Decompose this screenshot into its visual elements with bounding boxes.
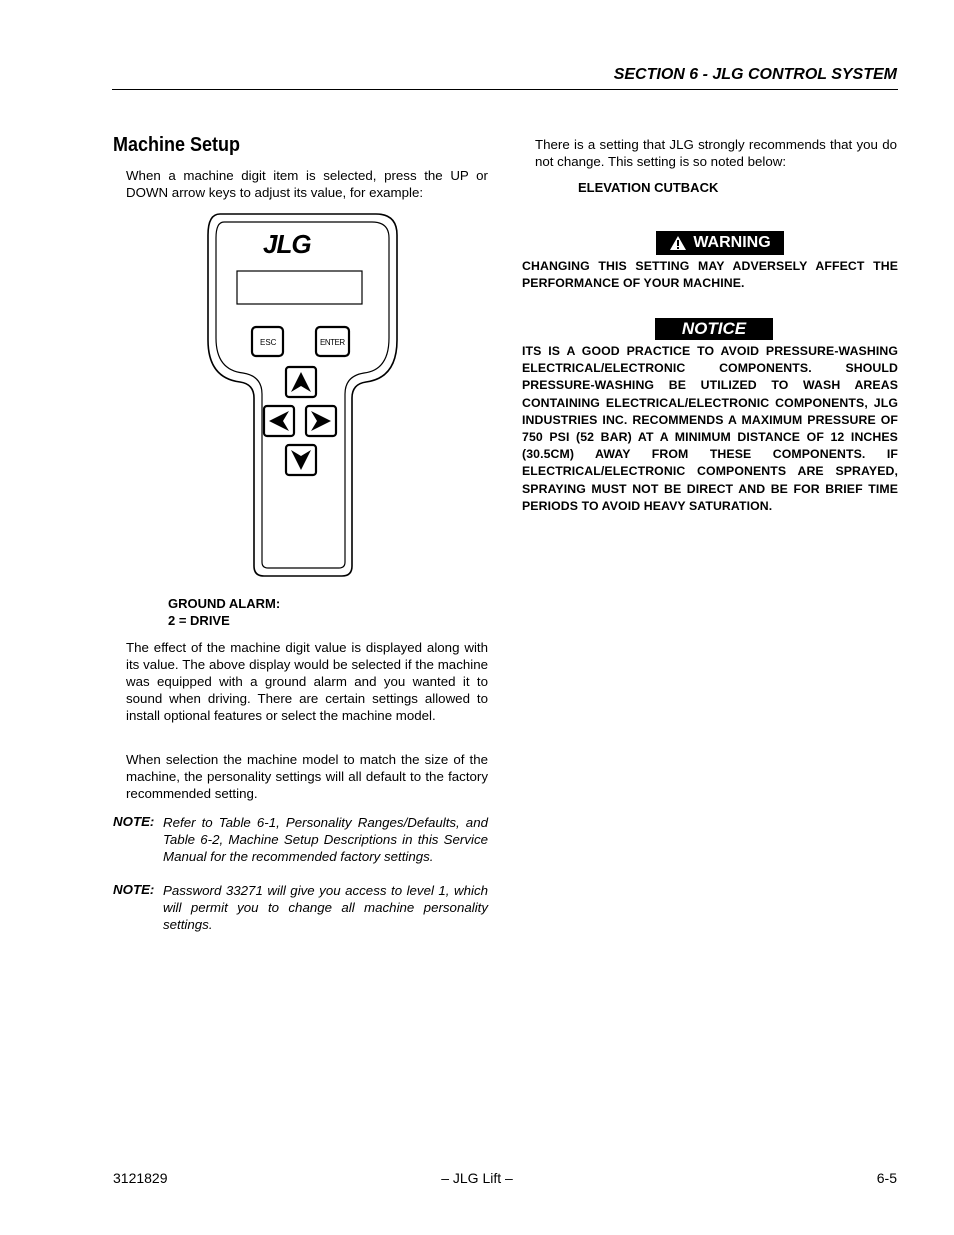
header-rule	[112, 89, 898, 90]
display-line-2: 2 = DRIVE	[168, 613, 230, 628]
setting-name: ELEVATION CUTBACK	[578, 180, 719, 195]
analyzer-illustration	[200, 210, 402, 580]
note-2-text: Password 33271 will give you access to level 1, which will permit you to change all machine personality settings.	[163, 883, 488, 932]
jlg-logo: JLG	[263, 229, 311, 259]
esc-label: ESC	[260, 338, 277, 347]
page-number: 6-5	[876, 1170, 897, 1186]
doc-number: 3121829	[113, 1170, 168, 1186]
section-title: SECTION 6 - JLG CONTROL SYSTEM	[613, 66, 897, 83]
notice-badge	[655, 318, 773, 340]
display-line-1: GROUND ALARM:	[168, 596, 281, 611]
note-2-label: NOTE:	[113, 882, 155, 897]
note-1-text: Refer to Table 6-1, Personality Ranges/Defaults, and Table 6-2, Machine Setup Descriptions in this Service Manual for the recommended factory settings.	[163, 815, 488, 864]
paragraph-1: The effect of the machine digit value is displayed along with its value. The above display would be selected if the machine was equipped with a ground alarm and you wanted it to sound when driving. There are certain settings allowed to install optional features or select the machine model.	[126, 640, 488, 723]
footer-center: – JLG Lift –	[441, 1170, 513, 1186]
enter-label: ENTER	[320, 338, 345, 347]
warning-badge	[656, 231, 784, 255]
notice-text: ITS IS A GOOD PRACTICE TO AVOID PRESSURE-WASHING ELECTRICAL/ELECTRONIC COMPONENTS. SHOULD PRESSURE-WASHING BE UTILIZED TO WASH AREAS CONTAINING ELECTRICAL/ELECTRONIC COMPONENTS, JLG INDUSTRIES INC. RECOMMENDS A MAXIMUM PRESSURE OF 750 PSI (52 BAR) AT A MINIMUM DISTANCE OF 12 INCHES (30.5CM) AWAY FROM THESE COMPONENTS. IF ELECTRICAL/ELECTRONIC COMPONENTS ARE SPRAYED, SPRAYING MUST NOT BE DIRECT AND BE FOR BRIEF TIME PERIODS TO AVOID HEAVY SATURATION.	[522, 344, 898, 513]
note-1-label: NOTE:	[113, 814, 155, 829]
warning-text: CHANGING THIS SETTING MAY ADVERSELY AFFECT THE PERFORMANCE OF YOUR MACHINE.	[522, 259, 898, 291]
warning-triangle-icon	[669, 235, 687, 251]
right-intro: There is a setting that JLG strongly recommends that you do not change. This setting is so noted below:	[535, 137, 897, 169]
notice-label: NOTICE	[681, 319, 747, 338]
display-screen	[237, 271, 362, 304]
paragraph-2: When selection the machine model to match the size of the machine, the personality settings will all default to the factory recommended setting.	[126, 752, 488, 801]
page-heading: Machine Setup	[113, 134, 241, 156]
warning-label: WARNING	[693, 234, 771, 251]
intro-paragraph: When a machine digit item is selected, press the UP or DOWN arrow keys to adjust its value, for example:	[126, 168, 488, 200]
